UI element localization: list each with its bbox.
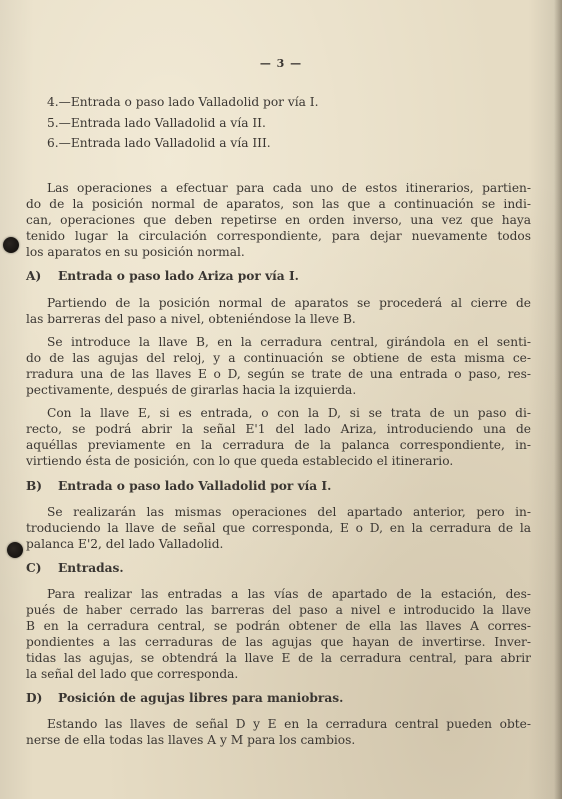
paragraph-line: Con la llave E, si es entrada, o con la D, si se trata de un paso di-	[47, 406, 531, 420]
paragraph-line: Se introduce la llave B, en la cerradura central, girándola en el senti-	[47, 335, 531, 349]
section-label: C)	[26, 561, 42, 575]
paragraph-line: do de la posición normal de aparatos, son las que a continuación se indi-	[26, 197, 531, 211]
itinerary-item: 4.—Entrada o paso lado Valladolid por vía I.	[47, 95, 319, 109]
paragraph-line: tidas las agujas, se obtendrá la llave E de la cerradura central, para abrir	[26, 651, 531, 665]
section-title: Entrada o paso lado Ariza por vía I.	[58, 269, 299, 283]
paragraph-line: nerse de ella todas las llaves A y M para los cambios.	[26, 733, 356, 747]
section-heading-a	[26, 268, 299, 284]
paragraph-line: Partiendo de la posición normal de aparatos se procederá al cierre de	[47, 296, 531, 310]
section-label: A)	[26, 269, 42, 283]
section-heading-b	[26, 478, 331, 494]
paragraph-line: pectivamente, después de girarlas hacia la izquierda.	[26, 383, 357, 397]
paragraph-line: Para realizar las entradas a las vías de apartado de la estación, des-	[47, 587, 531, 601]
paragraph-line: do de las agujas del reloj, y a continuación se obtiene de esta misma ce-	[26, 351, 531, 365]
section-heading-c	[26, 560, 124, 576]
section-title: Entrada o paso lado Valladolid por vía I.	[58, 479, 332, 493]
itinerary-item: 6.—Entrada lado Valladolid a vía III.	[47, 136, 271, 150]
paragraph-line: recto, se podrá abrir la señal E'1 del lado Ariza, introduciendo una de	[26, 422, 531, 436]
paragraph-line: la señal del lado que corresponda.	[26, 667, 239, 681]
paragraph-line: pondientes a las cerraduras de las agujas que hayan de invertirse. Inver-	[26, 635, 531, 649]
punch-hole	[3, 237, 19, 253]
section-label: B)	[26, 479, 43, 493]
section-label: D)	[26, 691, 43, 705]
paragraph-line: palanca E'2, del lado Valladolid.	[26, 537, 224, 551]
section-title: Posición de agujas libres para maniobras.	[58, 691, 344, 705]
paragraph-line: B en la cerradura central, se podrán obtener de ella las llaves A corres-	[26, 619, 531, 633]
page-number: — 3 —	[259, 57, 303, 70]
punch-hole	[7, 542, 23, 558]
paragraph-line: tenido lugar la circulación correspondiente, para dejar nuevamente todos	[26, 229, 531, 243]
paragraph-line: pués de haber cerrado las barreras del paso a nivel e introducido la llave	[26, 603, 531, 617]
itinerary-item: 5.—Entrada lado Valladolid a vía II.	[47, 116, 266, 130]
paragraph-line: las barreras del paso a nivel, obteniéndose la lleve B.	[26, 312, 356, 326]
paragraph-line: los aparatos en su posición normal.	[26, 245, 245, 259]
paragraph-line: virtiendo ésta de posición, con lo que queda establecido el itinerario.	[26, 454, 454, 468]
paragraph-line: Se realizarán las mismas operaciones del apartado anterior, pero in-	[47, 505, 531, 519]
paragraph-line: aquéllas previamente en la cerradura de la palanca correspondiente, in-	[26, 438, 531, 452]
paragraph-line: troduciendo la llave de señal que corresponda, E o D, en la cerradura de la	[26, 521, 531, 535]
paragraph-line: Estando las llaves de señal D y E en la cerradura central pueden obte-	[47, 717, 531, 731]
section-heading-d	[26, 690, 343, 706]
paragraph-line: can, operaciones que deben repetirse en orden inverso, una vez que haya	[26, 213, 531, 227]
section-title: Entradas.	[58, 561, 124, 575]
paragraph-line: rradura una de las llaves E o D, según se trate de una entrada o paso, res-	[26, 367, 531, 381]
paragraph-line: Las operaciones a efectuar para cada uno de estos itinerarios, partien-	[47, 181, 531, 195]
